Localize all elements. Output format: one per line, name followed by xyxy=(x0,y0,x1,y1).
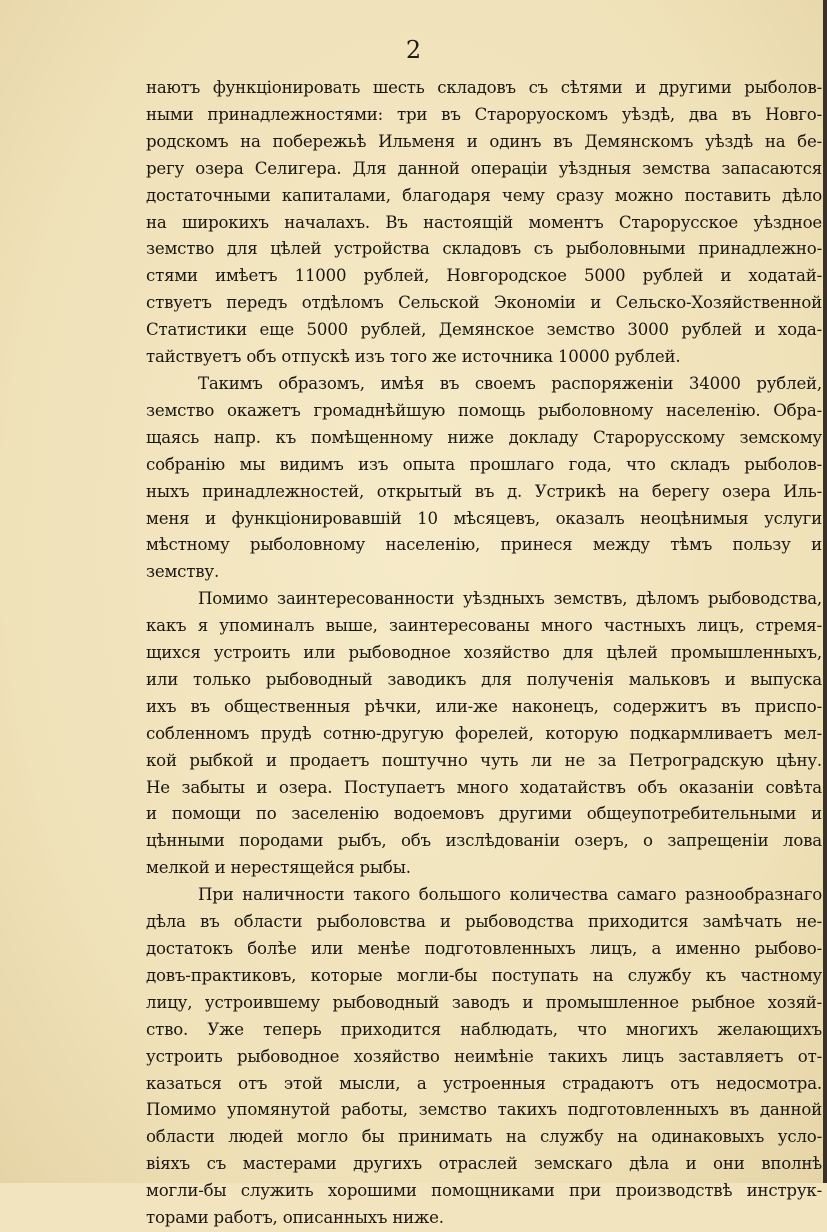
text-line: родскомъ на побережьѣ Ильменя и одинъ въ Демянскомъ уѣздѣ на бе- xyxy=(146,131,822,151)
text-line: мѣстному рыболовному населенію, принеся между тѣмъ пользу и xyxy=(146,535,822,555)
text-line: кой рыбкой и продаетъ поштучно чуть ли не за Петроградскую цѣну. xyxy=(146,750,822,770)
text-line: казаться отъ этой мысли, а устроенныя страдаютъ отъ недосмотра. xyxy=(146,1073,822,1093)
text-line: тайствуетъ объ отпускѣ изъ того же источника 10000 рублей. xyxy=(146,347,681,367)
text-line: собленномъ прудѣ сотню-другую форелей, которую подкармливаетъ мел- xyxy=(146,723,822,743)
text-line: лицу, устроившему рыбоводный заводъ и промышленное рыбное хозяй- xyxy=(146,992,822,1012)
text-line: Такимъ образомъ, имѣя въ своемъ распоряженіи 34000 рублей, xyxy=(198,373,822,393)
text-line: какъ я упоминалъ выше, заинтересованы много частныхъ лицъ, стремя- xyxy=(146,616,822,636)
text-line: земство для цѣлей устройства складовъ съ рыболовными принадлежно- xyxy=(146,239,822,259)
text-line: При наличности такого большого количества самаго разнообразнаго xyxy=(198,885,822,905)
text-line: Помимо заинтересованности уѣздныхъ земствъ, дѣломъ рыбоводства, xyxy=(198,589,822,609)
text-line: стями имѣетъ 11000 рублей, Новгородское 5000 рублей и ходатай- xyxy=(146,266,822,286)
text-line: віяхъ съ мастерами другихъ отраслей земскаго дѣла и они вполнѣ xyxy=(146,1154,822,1174)
text-line: наютъ функціонировать шесть складовъ съ сѣтями и другими рыболов- xyxy=(146,78,822,97)
page-number: 2 xyxy=(405,36,422,64)
text-line: ствуетъ передъ отдѣломъ Сельской Экономіи и Сельско-Хозяйственной xyxy=(146,293,822,313)
text-line: собранію мы видимъ изъ опыта прошлаго года, что складъ рыболов- xyxy=(146,454,822,474)
text-line: и помощи по заселенію водоемовъ другими общеупотребительными и xyxy=(146,804,822,824)
text-line: ихъ въ общественныя рѣчки, или-же наконецъ, содержитъ въ приспо- xyxy=(146,696,822,716)
page-edge-shadow xyxy=(823,0,827,1183)
text-line: щаясь напр. къ помѣщенному ниже докладу Старорусскому земскому xyxy=(146,427,822,447)
text-line: щихся устроить или рыбоводное хозяйство для цѣлей промышленныхъ, xyxy=(146,643,822,663)
text-line: достаточными капиталами, благодаря чему сразу можно поставить дѣло xyxy=(146,185,822,205)
text-line: ныхъ принадлежностей, открытый въ д. Устрикѣ на берегу озера Иль- xyxy=(146,481,822,501)
text-line: Помимо упомянутой работы, земство такихъ подготовленныхъ въ данной xyxy=(146,1100,822,1120)
text-line: меня и функціонировавшій 10 мѣсяцевъ, оказалъ неоцѣнимыя услуги xyxy=(146,508,822,528)
text-line: земству. xyxy=(146,562,220,582)
text-line: достатокъ болѣе или менѣе подготовленныхъ лицъ, а именно рыбово- xyxy=(146,939,822,958)
text-line: устроить рыбоводное хозяйство неимѣніе такихъ лицъ заставляетъ от- xyxy=(146,1046,822,1066)
text-line: мелкой и нерестящейся рыбы. xyxy=(146,858,411,878)
text-line: торами работъ, описанныхъ ниже. xyxy=(146,1208,444,1228)
text-line: цѣнными породами рыбъ, объ изслѣдованіи озеръ, о запрещеніи лова xyxy=(146,831,822,851)
text-line: Не забыты и озера. Поступаетъ много ходатайствъ объ оказаніи совѣта xyxy=(146,777,822,797)
text-line: земство окажетъ громаднѣйшую помощь рыболовному населенію. Обра- xyxy=(146,400,822,420)
text-line: могли-бы служить хорошими помощниками при производствѣ инструк- xyxy=(146,1181,822,1201)
text-line: дѣла въ области рыболовства и рыбоводства приходится замѣчать не- xyxy=(146,912,822,932)
body-text xyxy=(146,75,822,1232)
text-line: довъ-практиковъ, которые могли-бы поступать на службу къ частному xyxy=(146,965,822,985)
text-line: на широкихъ началахъ. Въ настоящій моментъ Старорусское уѣздное xyxy=(146,212,822,232)
text-line: или только рыбоводный заводикъ для полученія мальковъ и выпуска xyxy=(146,669,822,689)
text-line: ными принадлежностями: три въ Староруоскомъ уѣздѣ, два въ Новго- xyxy=(146,104,822,124)
text-line: Статистики еще 5000 рублей, Демянское земство 3000 рублей и хода- xyxy=(146,320,822,340)
text-line: ство. Уже теперь приходится наблюдать, что многихъ желающихъ xyxy=(146,1019,822,1039)
text-line: области людей могло бы принимать на службу на одинаковыхъ усло- xyxy=(146,1127,822,1147)
text-line: регу озера Селигера. Для данной операціи уѣздныя земства запасаются xyxy=(146,158,822,178)
